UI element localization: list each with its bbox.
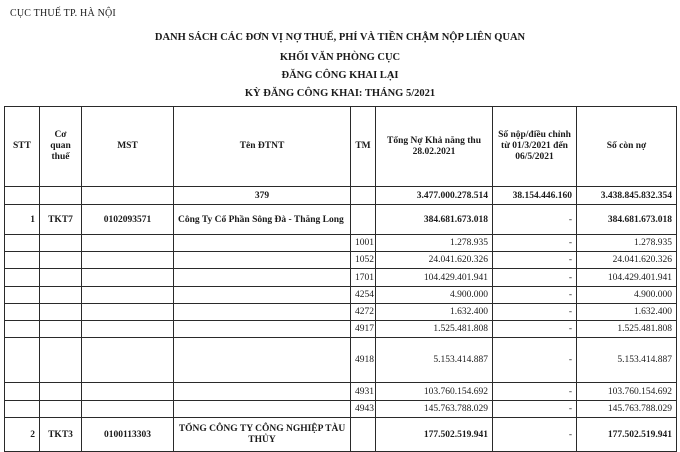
col-header-remaining: Số còn nợ	[577, 107, 677, 187]
company-stt: 2	[5, 418, 40, 452]
col-header-paid: Số nộp/điều chỉnh từ 01/3/2021 đến 06/5/2021	[493, 107, 577, 187]
company-name: TỔNG CÔNG TY CÔNG NGHIỆP TÀU THỦY	[174, 418, 351, 452]
table-row	[5, 383, 677, 401]
table-row	[5, 252, 677, 269]
item-tm: 4917	[351, 321, 376, 338]
table-row	[5, 287, 677, 304]
summary-row	[5, 187, 677, 205]
item-paid: -	[493, 269, 577, 287]
item-total: 4.900.000	[376, 287, 493, 304]
item-remaining: 145.763.788.029	[577, 401, 677, 418]
document-title: DANH SÁCH CÁC ĐƠN VỊ NỢ THUẾ, PHÍ VÀ TIỀN CHẬM NỘP LIÊN QUAN	[154, 32, 526, 43]
item-tm: 4254	[351, 287, 376, 304]
company-mst: 0102093571	[82, 205, 174, 235]
item-remaining: 103.760.154.692	[577, 383, 677, 401]
agency-name: CỤC THUẾ TP. HÀ NỘI	[10, 8, 116, 19]
item-paid: -	[493, 252, 577, 269]
company-remaining: 177.502.519.941	[577, 418, 677, 452]
item-paid: -	[493, 304, 577, 321]
company-remaining: 384.681.673.018	[577, 205, 677, 235]
document-subtitle: KHỐI VĂN PHÒNG CỤC	[279, 52, 401, 63]
company-total: 177.502.519.941	[376, 418, 493, 452]
col-header-tm: TM	[351, 107, 376, 187]
item-tm: 4943	[351, 401, 376, 418]
table-row	[5, 269, 677, 287]
company-paid: -	[493, 418, 577, 452]
item-paid: -	[493, 321, 577, 338]
col-header-total: Tổng Nợ Khả năng thu 28.02.2021	[376, 107, 493, 187]
item-remaining: 24.041.620.326	[577, 252, 677, 269]
table-row	[5, 321, 677, 338]
company-paid: -	[493, 205, 577, 235]
item-total: 145.763.788.029	[376, 401, 493, 418]
item-tm: 1701	[351, 269, 376, 287]
table-row	[5, 401, 677, 418]
item-paid: -	[493, 287, 577, 304]
item-total: 103.760.154.692	[376, 383, 493, 401]
document-note: ĐĂNG CÔNG KHAI LẠI	[281, 70, 399, 81]
col-header-stt: STT	[5, 107, 40, 187]
item-remaining: 4.900.000	[577, 287, 677, 304]
publication-period: KỲ ĐĂNG CÔNG KHAI: THÁNG 5/2021	[244, 88, 436, 99]
summary-paid: 38.154.446.160	[493, 187, 577, 205]
table-row	[5, 304, 677, 321]
company-mst: 0100113303	[82, 418, 174, 452]
item-paid: -	[493, 338, 577, 383]
company-row	[5, 418, 677, 452]
company-name: Công Ty Cổ Phần Sông Đà - Thăng Long	[174, 205, 351, 235]
table-header-row	[5, 107, 677, 187]
item-total: 1.525.481.808	[376, 321, 493, 338]
item-remaining: 1.632.400	[577, 304, 677, 321]
item-tm: 1001	[351, 235, 376, 252]
item-remaining: 104.429.401.941	[577, 269, 677, 287]
item-tm: 4272	[351, 304, 376, 321]
table-row	[5, 235, 677, 252]
col-header-mst: MST	[82, 107, 174, 187]
table-row	[5, 338, 677, 383]
summary-remaining: 3.438.845.832.354	[577, 187, 677, 205]
item-paid: -	[493, 235, 577, 252]
item-total: 24.041.620.326	[376, 252, 493, 269]
item-tm: 4918	[351, 338, 376, 383]
item-remaining: 5.153.414.887	[577, 338, 677, 383]
col-header-name: Tên ĐTNT	[174, 107, 351, 187]
debt-table	[4, 106, 677, 452]
company-agency: TKT7	[40, 205, 82, 235]
summary-total: 3.477.000.278.514	[376, 187, 493, 205]
item-paid: -	[493, 383, 577, 401]
item-tm: 1052	[351, 252, 376, 269]
company-row	[5, 205, 677, 235]
summary-count: 379	[174, 187, 351, 205]
col-header-agency: Cơ quan thuế	[40, 107, 82, 187]
item-total: 104.429.401.941	[376, 269, 493, 287]
company-stt: 1	[5, 205, 40, 235]
item-tm: 4931	[351, 383, 376, 401]
item-total: 1.632.400	[376, 304, 493, 321]
item-paid: -	[493, 401, 577, 418]
item-remaining: 1.278.935	[577, 235, 677, 252]
item-remaining: 1.525.481.808	[577, 321, 677, 338]
company-total: 384.681.673.018	[376, 205, 493, 235]
company-agency: TKT3	[40, 418, 82, 452]
item-total: 5.153.414.887	[376, 338, 493, 383]
item-total: 1.278.935	[376, 235, 493, 252]
